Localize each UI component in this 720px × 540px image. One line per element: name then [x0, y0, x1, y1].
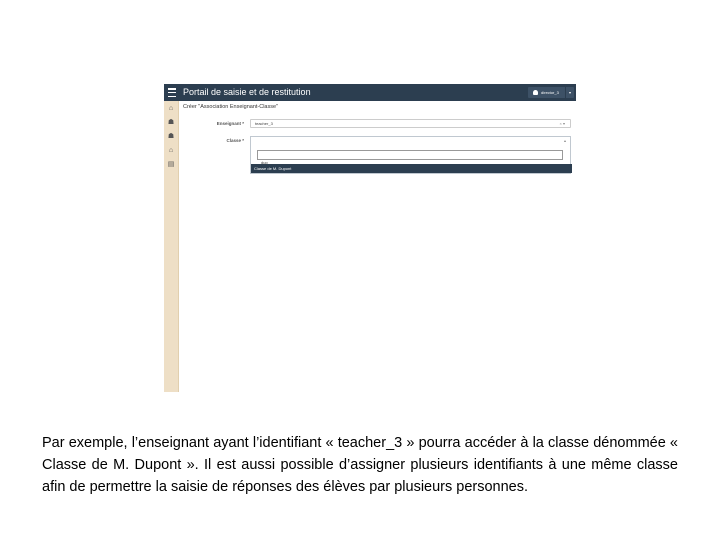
document-icon[interactable]: ▤	[167, 161, 175, 168]
school-icon[interactable]: ⌂	[168, 147, 174, 154]
group-icon[interactable]: ☗	[167, 133, 175, 140]
chevron-up-icon[interactable]: ▴	[563, 138, 566, 143]
classe-option-label: Classe de M. Dupont	[254, 166, 292, 171]
clear-and-chevron-icon[interactable]: × ▾	[559, 121, 565, 126]
enseignant-select[interactable]	[250, 119, 571, 128]
classe-option-highlighted[interactable]	[251, 164, 572, 173]
enseignant-value: teacher_3	[255, 121, 273, 126]
page-title: Créer "Association Enseignant-Classe"	[183, 104, 279, 110]
home-icon[interactable]: ⌂	[168, 105, 174, 112]
enseignant-label: Enseignant *	[216, 121, 244, 126]
users-icon[interactable]: ☗	[167, 119, 175, 126]
app-screenshot	[164, 84, 576, 392]
top-navbar	[164, 84, 576, 101]
caret-down-icon[interactable]: ▾	[565, 87, 574, 98]
user-name: director_3	[541, 90, 559, 95]
menu-icon[interactable]	[168, 88, 176, 97]
caption-paragraph: Par exemple, l’enseignant ayant l’identifiant « teacher_3 » pourra accéder à la classe dénommée « Classe de M. Dupont ». Il est aussi possible d’assigner plusieurs identifiants à une même classe afin de permettre la saisie de réponses des élèves par plusieurs personnes.	[42, 435, 678, 495]
classe-search-box[interactable]	[257, 150, 563, 160]
app-title[interactable]: Portail de saisie et de restitution	[183, 87, 311, 97]
classe-label: Classe *	[226, 138, 244, 143]
sidebar	[164, 101, 179, 392]
user-menu-button[interactable]	[528, 87, 574, 98]
user-icon	[533, 90, 538, 95]
classe-select-dropdown[interactable]	[250, 136, 571, 174]
